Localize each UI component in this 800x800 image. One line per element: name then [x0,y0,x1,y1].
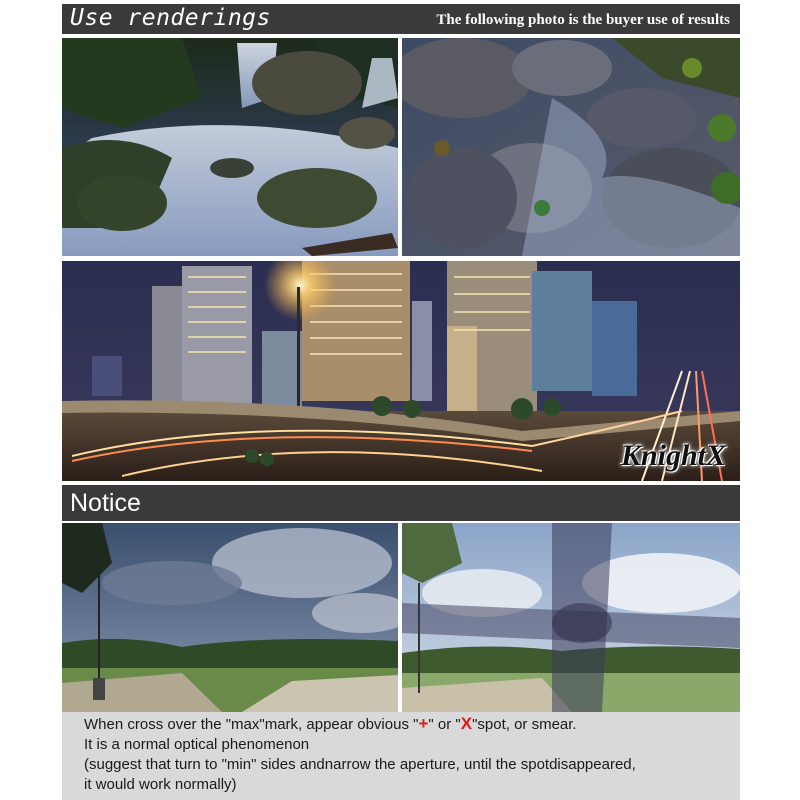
plus-mark: + [418,714,429,733]
waterfall-photo-2 [402,38,740,256]
header-banner [62,4,740,34]
notice-line-2: It is a normal optical phenomenon [84,736,310,753]
waterfall-photo-1 [62,38,398,256]
notice-line-4: it would work normally) [84,776,237,793]
page-title: Use renderings [70,5,271,31]
notice-title: Notice [70,489,141,517]
notice-line-3: (suggest that turn to "min" sides andnarrow the aperture, until the spotdisappeared, [84,756,636,773]
notice-banner [62,485,740,521]
notice-text-block [62,712,740,800]
x-mark: X [460,714,473,733]
park-photo-with-cross-spot [402,523,740,712]
city-night-photo [62,261,740,481]
watermark-text: KnightX [620,439,726,472]
park-photo-normal [62,523,398,712]
page-subtitle: The following photo is the buyer use of results [436,12,730,28]
notice-line-1: When cross over the "max"mark, appear obvious "+" or "X"spot, or smear. [84,714,577,733]
